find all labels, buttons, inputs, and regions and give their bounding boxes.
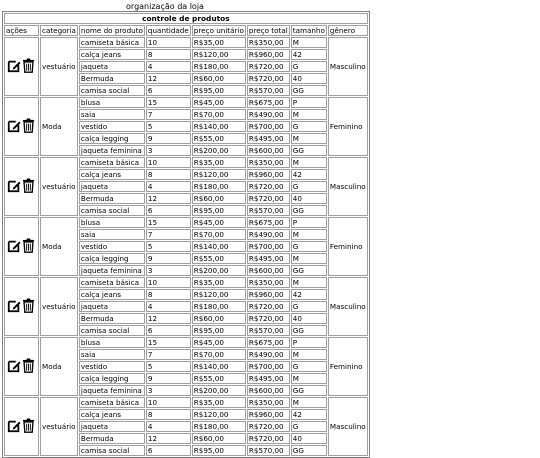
nome-produto-cell: Bermuda xyxy=(79,313,145,324)
preco-unitario-cell: R$70,00 xyxy=(192,109,246,120)
quantidade-cell: 5 xyxy=(146,121,191,132)
preco-unitario-cell: R$95,00 xyxy=(192,325,246,336)
tamanho-cell: P xyxy=(291,97,327,108)
table-caption: controle de produtos xyxy=(4,13,368,24)
preco-total-cell: R$600,00 xyxy=(247,385,290,396)
preco-unitario-cell: R$95,00 xyxy=(192,85,246,96)
tamanho-cell: 40 xyxy=(291,313,327,324)
table-caption-row xyxy=(4,13,368,24)
quantidade-cell: 10 xyxy=(146,397,191,408)
quantidade-cell: 10 xyxy=(146,157,191,168)
tamanho-cell: G xyxy=(291,301,327,312)
trash-icon[interactable] xyxy=(22,118,35,135)
tamanho-cell: GG xyxy=(291,265,327,276)
nome-produto-cell: calça legging xyxy=(79,253,145,264)
quantidade-cell: 3 xyxy=(146,265,191,276)
preco-unitario-cell: R$180,00 xyxy=(192,61,246,72)
table-row xyxy=(4,37,368,48)
preco-total-cell: R$350,00 xyxy=(247,37,290,48)
actions-cell xyxy=(4,277,39,336)
edit-icon[interactable] xyxy=(7,359,21,375)
page-title: organização da loja xyxy=(126,2,204,11)
table-row xyxy=(4,157,368,168)
nome-produto-cell: calça jeans xyxy=(79,49,145,60)
preco-unitario-cell: R$45,00 xyxy=(192,97,246,108)
categoria-cell: Moda xyxy=(40,97,78,156)
preco-total-cell: R$490,00 xyxy=(247,229,290,240)
products-table-wrapper xyxy=(2,11,370,458)
nome-produto-cell: camisa social xyxy=(79,325,145,336)
tamanho-cell: M xyxy=(291,397,327,408)
nome-produto-cell: calça legging xyxy=(79,133,145,144)
preco-total-cell: R$570,00 xyxy=(247,445,290,456)
preco-total-cell: R$570,00 xyxy=(247,325,290,336)
table-row xyxy=(4,217,368,228)
header-preco-total: preço total xyxy=(248,26,288,35)
preco-unitario-cell: R$120,00 xyxy=(192,49,246,60)
preco-total-cell: R$720,00 xyxy=(247,421,290,432)
edit-icon[interactable] xyxy=(7,119,21,135)
tamanho-cell: 42 xyxy=(291,289,327,300)
nome-produto-cell: saia xyxy=(79,229,145,240)
genero-cell: Feminino xyxy=(328,97,368,156)
tamanho-cell: M xyxy=(291,37,327,48)
categoria-cell: vestuário xyxy=(40,37,78,96)
preco-total-cell: R$600,00 xyxy=(247,145,290,156)
categoria-cell: Moda xyxy=(40,217,78,276)
tamanho-cell: GG xyxy=(291,205,327,216)
preco-total-cell: R$675,00 xyxy=(247,217,290,228)
actions-cell xyxy=(4,37,39,96)
tamanho-cell: M xyxy=(291,373,327,384)
quantidade-cell: 12 xyxy=(146,313,191,324)
categoria-cell: vestuário xyxy=(40,157,78,216)
nome-produto-cell: jaqueta xyxy=(79,421,145,432)
quantidade-cell: 3 xyxy=(146,385,191,396)
actions-cell xyxy=(4,217,39,276)
preco-total-cell: R$600,00 xyxy=(247,265,290,276)
tamanho-cell: 40 xyxy=(291,193,327,204)
nome-produto-cell: jaqueta xyxy=(79,61,145,72)
preco-unitario-cell: R$180,00 xyxy=(192,301,246,312)
quantidade-cell: 9 xyxy=(146,133,191,144)
table-row xyxy=(4,337,368,348)
nome-produto-cell: camiseta básica xyxy=(79,37,145,48)
preco-unitario-cell: R$60,00 xyxy=(192,73,246,84)
products-table xyxy=(2,11,370,458)
quantidade-cell: 6 xyxy=(146,445,191,456)
preco-unitario-cell: R$60,00 xyxy=(192,433,246,444)
header-preco-unitario: preço unitário xyxy=(193,26,244,35)
tamanho-cell: M xyxy=(291,277,327,288)
tamanho-cell: GG xyxy=(291,85,327,96)
genero-cell: Masculino xyxy=(328,277,368,336)
nome-produto-cell: blusa xyxy=(79,97,145,108)
preco-unitario-cell: R$95,00 xyxy=(192,445,246,456)
preco-unitario-cell: R$140,00 xyxy=(192,241,246,252)
header-tamanho: tamanho xyxy=(292,26,325,35)
quantidade-cell: 12 xyxy=(146,193,191,204)
nome-produto-cell: calça jeans xyxy=(79,409,145,420)
preco-unitario-cell: R$70,00 xyxy=(192,229,246,240)
table-row xyxy=(4,397,368,408)
quantidade-cell: 5 xyxy=(146,241,191,252)
preco-total-cell: R$960,00 xyxy=(247,409,290,420)
edit-icon[interactable] xyxy=(7,59,21,75)
tamanho-cell: P xyxy=(291,337,327,348)
preco-unitario-cell: R$140,00 xyxy=(192,121,246,132)
quantidade-cell: 5 xyxy=(146,361,191,372)
preco-unitario-cell: R$120,00 xyxy=(192,169,246,180)
quantidade-cell: 8 xyxy=(146,49,191,60)
genero-cell: Masculino xyxy=(328,397,368,456)
preco-unitario-cell: R$200,00 xyxy=(192,145,246,156)
table-row xyxy=(4,97,368,108)
tamanho-cell: G xyxy=(291,421,327,432)
trash-icon[interactable] xyxy=(22,298,35,315)
nome-produto-cell: camiseta básica xyxy=(79,277,145,288)
nome-produto-cell: saia xyxy=(79,349,145,360)
preco-total-cell: R$720,00 xyxy=(247,73,290,84)
preco-total-cell: R$490,00 xyxy=(247,109,290,120)
quantidade-cell: 8 xyxy=(146,169,191,180)
preco-unitario-cell: R$200,00 xyxy=(192,265,246,276)
tamanho-cell: GG xyxy=(291,445,327,456)
preco-total-cell: R$675,00 xyxy=(247,337,290,348)
nome-produto-cell: camisa social xyxy=(79,85,145,96)
preco-unitario-cell: R$70,00 xyxy=(192,349,246,360)
preco-total-cell: R$495,00 xyxy=(247,373,290,384)
quantidade-cell: 10 xyxy=(146,277,191,288)
preco-unitario-cell: R$45,00 xyxy=(192,337,246,348)
preco-total-cell: R$960,00 xyxy=(247,169,290,180)
nome-produto-cell: Bermuda xyxy=(79,73,145,84)
preco-unitario-cell: R$60,00 xyxy=(192,313,246,324)
trash-icon[interactable] xyxy=(22,178,35,195)
nome-produto-cell: jaqueta xyxy=(79,181,145,192)
tamanho-cell: 40 xyxy=(291,433,327,444)
tamanho-cell: M xyxy=(291,157,327,168)
edit-icon[interactable] xyxy=(7,179,21,195)
nome-produto-cell: vestido xyxy=(79,241,145,252)
tamanho-cell: G xyxy=(291,181,327,192)
preco-unitario-cell: R$180,00 xyxy=(192,181,246,192)
preco-unitario-cell: R$140,00 xyxy=(192,361,246,372)
edit-icon[interactable] xyxy=(7,419,21,435)
trash-icon[interactable] xyxy=(22,238,35,255)
preco-unitario-cell: R$55,00 xyxy=(192,253,246,264)
preco-total-cell: R$720,00 xyxy=(247,301,290,312)
preco-total-cell: R$700,00 xyxy=(247,241,290,252)
preco-unitario-cell: R$35,00 xyxy=(192,397,246,408)
nome-produto-cell: blusa xyxy=(79,337,145,348)
tamanho-cell: G xyxy=(291,121,327,132)
preco-total-cell: R$350,00 xyxy=(247,277,290,288)
nome-produto-cell: blusa xyxy=(79,217,145,228)
tamanho-cell: 40 xyxy=(291,73,327,84)
quantidade-cell: 6 xyxy=(146,205,191,216)
preco-unitario-cell: R$45,00 xyxy=(192,217,246,228)
tamanho-cell: 42 xyxy=(291,409,327,420)
quantidade-cell: 6 xyxy=(146,85,191,96)
actions-cell xyxy=(4,397,39,456)
quantidade-cell: 6 xyxy=(146,325,191,336)
nome-produto-cell: jaqueta feminina xyxy=(79,265,145,276)
nome-produto-cell: calça jeans xyxy=(79,289,145,300)
categoria-cell: vestuário xyxy=(40,277,78,336)
tamanho-cell: GG xyxy=(291,145,327,156)
header-quantidade: quantidade xyxy=(147,26,189,35)
preco-unitario-cell: R$35,00 xyxy=(192,37,246,48)
preco-unitario-cell: R$180,00 xyxy=(192,421,246,432)
quantidade-cell: 8 xyxy=(146,289,191,300)
quantidade-cell: 12 xyxy=(146,433,191,444)
quantidade-cell: 4 xyxy=(146,181,191,192)
nome-produto-cell: camiseta básica xyxy=(79,157,145,168)
quantidade-cell: 4 xyxy=(146,421,191,432)
tamanho-cell: M xyxy=(291,109,327,120)
quantidade-cell: 9 xyxy=(146,253,191,264)
preco-unitario-cell: R$35,00 xyxy=(192,157,246,168)
nome-produto-cell: vestido xyxy=(79,361,145,372)
preco-total-cell: R$720,00 xyxy=(247,433,290,444)
tamanho-cell: G xyxy=(291,241,327,252)
preco-total-cell: R$720,00 xyxy=(247,193,290,204)
quantidade-cell: 7 xyxy=(146,109,191,120)
preco-total-cell: R$495,00 xyxy=(247,133,290,144)
quantidade-cell: 8 xyxy=(146,409,191,420)
quantidade-cell: 15 xyxy=(146,217,191,228)
tamanho-cell: 42 xyxy=(291,169,327,180)
header-genero: gênero xyxy=(328,25,368,36)
nome-produto-cell: Bermuda xyxy=(79,433,145,444)
quantidade-cell: 4 xyxy=(146,301,191,312)
quantidade-cell: 15 xyxy=(146,97,191,108)
genero-cell: Feminino xyxy=(328,337,368,396)
preco-total-cell: R$700,00 xyxy=(247,121,290,132)
preco-unitario-cell: R$95,00 xyxy=(192,205,246,216)
tamanho-cell: GG xyxy=(291,325,327,336)
preco-total-cell: R$720,00 xyxy=(247,181,290,192)
preco-unitario-cell: R$120,00 xyxy=(192,409,246,420)
nome-produto-cell: vestido xyxy=(79,121,145,132)
quantidade-cell: 10 xyxy=(146,37,191,48)
nome-produto-cell: saia xyxy=(79,109,145,120)
preco-total-cell: R$720,00 xyxy=(247,61,290,72)
quantidade-cell: 7 xyxy=(146,349,191,360)
edit-icon[interactable] xyxy=(7,239,21,255)
tamanho-cell: P xyxy=(291,217,327,228)
quantidade-cell: 3 xyxy=(146,145,191,156)
preco-total-cell: R$960,00 xyxy=(247,49,290,60)
trash-icon[interactable] xyxy=(22,358,35,375)
nome-produto-cell: camiseta básica xyxy=(79,397,145,408)
quantidade-cell: 7 xyxy=(146,229,191,240)
preco-unitario-cell: R$200,00 xyxy=(192,385,246,396)
categoria-cell: Moda xyxy=(40,337,78,396)
preco-unitario-cell: R$55,00 xyxy=(192,373,246,384)
preco-unitario-cell: R$55,00 xyxy=(192,133,246,144)
nome-produto-cell: jaqueta xyxy=(79,301,145,312)
genero-cell: Masculino xyxy=(328,37,368,96)
nome-produto-cell: calça legging xyxy=(79,373,145,384)
preco-total-cell: R$350,00 xyxy=(247,157,290,168)
genero-cell: Masculino xyxy=(328,157,368,216)
nome-produto-cell: camisa social xyxy=(79,445,145,456)
preco-total-cell: R$350,00 xyxy=(247,397,290,408)
preco-total-cell: R$570,00 xyxy=(247,85,290,96)
actions-cell xyxy=(4,157,39,216)
preco-unitario-cell: R$60,00 xyxy=(192,193,246,204)
preco-total-cell: R$720,00 xyxy=(247,313,290,324)
preco-unitario-cell: R$35,00 xyxy=(192,277,246,288)
genero-cell: Feminino xyxy=(328,217,368,276)
categoria-cell: vestuário xyxy=(40,397,78,456)
table-header-row xyxy=(4,25,368,36)
quantidade-cell: 9 xyxy=(146,373,191,384)
nome-produto-cell: calça jeans xyxy=(79,169,145,180)
tamanho-cell: M xyxy=(291,229,327,240)
tamanho-cell: G xyxy=(291,361,327,372)
nome-produto-cell: jaqueta feminina xyxy=(79,145,145,156)
trash-icon[interactable] xyxy=(22,418,35,435)
preco-unitario-cell: R$120,00 xyxy=(192,289,246,300)
quantidade-cell: 15 xyxy=(146,337,191,348)
tamanho-cell: 42 xyxy=(291,49,327,60)
quantidade-cell: 4 xyxy=(146,61,191,72)
header-acoes: ações xyxy=(4,25,39,36)
actions-cell xyxy=(4,337,39,396)
preco-total-cell: R$700,00 xyxy=(247,361,290,372)
preco-total-cell: R$675,00 xyxy=(247,97,290,108)
preco-total-cell: R$495,00 xyxy=(247,253,290,264)
nome-produto-cell: camisa social xyxy=(79,205,145,216)
header-nome-produto: nome do produto xyxy=(80,26,143,35)
preco-total-cell: R$960,00 xyxy=(247,289,290,300)
tamanho-cell: M xyxy=(291,253,327,264)
table-body xyxy=(4,37,368,456)
preco-total-cell: R$490,00 xyxy=(247,349,290,360)
edit-icon[interactable] xyxy=(7,299,21,315)
tamanho-cell: M xyxy=(291,133,327,144)
nome-produto-cell: jaqueta feminina xyxy=(79,385,145,396)
quantidade-cell: 12 xyxy=(146,73,191,84)
tamanho-cell: GG xyxy=(291,385,327,396)
tamanho-cell: M xyxy=(291,349,327,360)
table-row xyxy=(4,277,368,288)
header-categoria: categoria xyxy=(42,26,76,35)
tamanho-cell: G xyxy=(291,61,327,72)
preco-total-cell: R$570,00 xyxy=(247,205,290,216)
nome-produto-cell: Bermuda xyxy=(79,193,145,204)
actions-cell xyxy=(4,97,39,156)
trash-icon[interactable] xyxy=(22,58,35,75)
